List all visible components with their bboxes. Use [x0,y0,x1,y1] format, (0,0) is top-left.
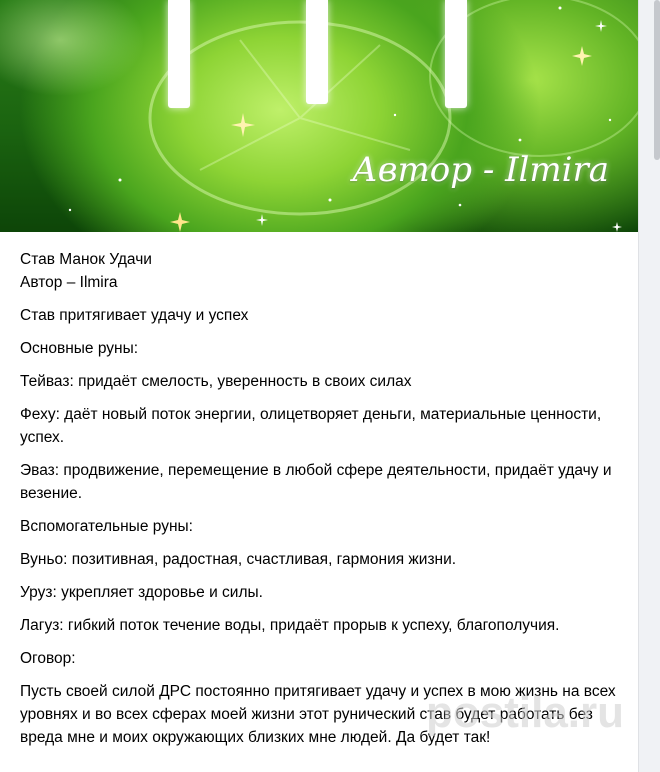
post-paragraph: Вуньо: позитивная, радостная, счастливая, гармония жизни. [20,551,457,568]
post-banner-image[interactable] [0,0,638,232]
post-text [20,248,620,759]
post-title-line: Став Манок Удачи [20,251,152,268]
rune-stave-3 [445,0,467,108]
post-paragraph: Уруз: укрепляет здоровье и силы. [20,584,263,601]
rune-stave-1 [168,0,190,108]
page-scrollbar-thumb[interactable] [654,0,660,160]
post-paragraph: Вспомогательные руны: [20,518,193,535]
rune-stave-2 [306,0,328,104]
banner-author-caption: Автор - Ilmira [352,150,610,190]
post-paragraph: Пусть своей силой ДРС постоянно притягивает удачу и успех в мою жизнь на всех уровнях и во всех сферах моей жизни этот рунический став будет работать без вреда мне и моих окружающих близких мне людей. Да будет так! [20,683,616,746]
post-paragraph: Оговор: [20,650,76,667]
post-paragraph: Основные руны: [20,340,139,357]
post-author-line: Автор – Ilmira [20,274,118,291]
post-paragraph: Тейваз: придаёт смелость, уверенность в своих силах [20,373,412,390]
post-paragraph: Эваз: продвижение, перемещение в любой сфере деятельности, придаёт удачу и везение. [20,462,612,502]
watermark: postila.ru [426,688,625,737]
post-paragraph: Феху: даёт новый поток энергии, олицетворяет деньги, материальные ценности, успех. [20,406,602,446]
post-paragraph: Став притягивает удачу и успех [20,307,249,324]
post-paragraph: Лагуз: гибкий поток течение воды, придаёт прорыв к успеху, благополучия. [20,617,560,634]
